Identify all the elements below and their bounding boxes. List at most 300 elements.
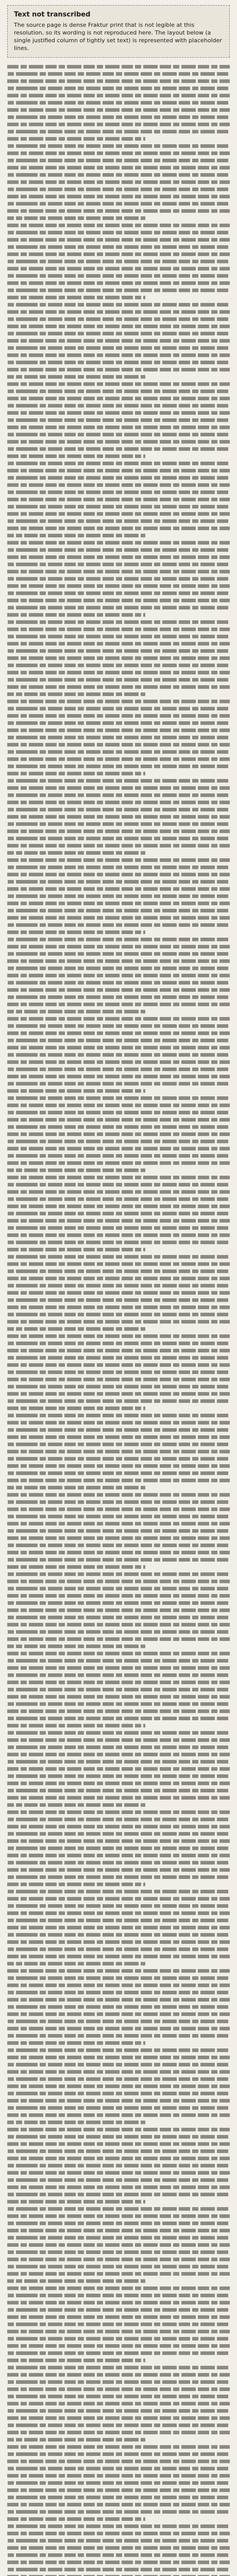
placeholder-text-line (7, 2496, 230, 2499)
placeholder-text-line (7, 1659, 230, 1663)
placeholder-text-line (7, 1111, 230, 1114)
placeholder-text-line (7, 981, 230, 985)
placeholder-text-line (7, 2185, 230, 2189)
placeholder-text-line (7, 411, 230, 415)
placeholder-text-line (7, 2149, 230, 2153)
placeholder-text-line (7, 527, 230, 530)
placeholder-text-line (7, 361, 230, 364)
placeholder-text-line (7, 1493, 230, 1497)
placeholder-text-line (7, 721, 230, 725)
placeholder-text-line (7, 1327, 145, 1331)
placeholder-text-line (7, 1298, 230, 1302)
placeholder-text-line (7, 123, 230, 126)
placeholder-text-line (7, 1976, 230, 1980)
placeholder-text-line (7, 166, 230, 170)
transcription-notice (7, 5, 230, 58)
placeholder-text-line (7, 144, 230, 148)
placeholder-text-line (7, 1580, 230, 1583)
placeholder-text-line (7, 274, 230, 278)
placeholder-text-line (7, 1435, 230, 1439)
placeholder-text-line (7, 635, 230, 638)
placeholder-text-line (7, 1522, 230, 1526)
placeholder-text-line (7, 952, 230, 956)
placeholder-text-line (7, 570, 230, 573)
placeholder-text-line (7, 1269, 230, 1273)
placeholder-text-line (7, 245, 230, 249)
placeholder-text-line (7, 1933, 230, 1937)
placeholder-text-line (7, 2402, 230, 2405)
placeholder-text-line (7, 844, 230, 848)
placeholder-text-line (7, 1428, 230, 1432)
placeholder-text-line (7, 707, 230, 710)
placeholder-text-line (7, 1846, 230, 1850)
placeholder-text-line (7, 692, 145, 696)
placeholder-text-line (7, 2207, 230, 2211)
placeholder-text-line (7, 2409, 230, 2413)
placeholder-text-line (7, 700, 230, 703)
placeholder-text-line (7, 72, 230, 76)
placeholder-text-line (7, 1212, 230, 1215)
placeholder-text-line (7, 678, 230, 682)
placeholder-text-line (7, 281, 230, 285)
placeholder-text-line (7, 1818, 230, 1821)
placeholder-text-line (7, 2359, 145, 2362)
placeholder-text-line (7, 1334, 230, 1338)
placeholder-text-line (7, 2286, 230, 2290)
placeholder-text-line (7, 1486, 145, 1489)
placeholder-text-line (7, 317, 230, 321)
placeholder-text-line (7, 1176, 230, 1179)
placeholder-text-line (7, 1760, 230, 1764)
placeholder-text-line (7, 296, 145, 299)
placeholder-text-line (7, 1911, 230, 1915)
placeholder-text-line (7, 1414, 230, 1417)
placeholder-text-line (7, 1378, 230, 1381)
placeholder-text-line (7, 736, 230, 739)
placeholder-text-line (7, 1031, 230, 1035)
placeholder-text-line (7, 873, 230, 876)
placeholder-text-line (7, 2041, 145, 2045)
placeholder-text-line (7, 1861, 230, 1865)
placeholder-text-line (7, 346, 230, 350)
placeholder-text-line (7, 1745, 230, 1749)
placeholder-text-line (7, 1637, 230, 1641)
placeholder-text-line (7, 938, 230, 941)
placeholder-text-line (7, 1443, 230, 1446)
placeholder-text-line (7, 743, 230, 747)
placeholder-text-line (7, 1118, 230, 1122)
placeholder-text-line (7, 1320, 230, 1324)
placeholder-text-line (7, 1803, 145, 1807)
placeholder-text-line (7, 2121, 145, 2124)
placeholder-text-line (7, 2135, 230, 2139)
placeholder-text-line (7, 2106, 230, 2110)
placeholder-text-line (7, 1104, 230, 1107)
placeholder-text-line (7, 974, 230, 977)
placeholder-text-line (7, 1717, 230, 1720)
placeholder-text-line (7, 772, 145, 775)
placeholder-text-line (7, 1529, 230, 1533)
placeholder-text-line (7, 115, 230, 119)
placeholder-text-line (7, 2157, 230, 2160)
placeholder-text-line (7, 1096, 230, 1100)
placeholder-text-line (7, 714, 230, 718)
notice-text: The source page is dense Fraktur print that is not legible at this resolution, so its wording is not reproduced here. The layout below (a single justified column of tightly set text) is represented with placeholder lines. (14, 22, 222, 52)
placeholder-text-line (7, 2315, 230, 2319)
placeholder-text-line (7, 2467, 230, 2470)
placeholder-text-line (7, 252, 230, 256)
placeholder-text-line (7, 995, 230, 999)
placeholder-text-line (7, 389, 230, 393)
placeholder-text-line (7, 238, 230, 242)
placeholder-text-line (7, 887, 230, 891)
placeholder-text-line (7, 656, 230, 660)
placeholder-text-line (7, 1406, 145, 1410)
placeholder-text-line (7, 1558, 230, 1562)
placeholder-text-line (7, 512, 230, 516)
placeholder-text-line (7, 375, 145, 379)
placeholder-text-line (7, 1003, 230, 1006)
placeholder-text-line (7, 1890, 230, 1893)
placeholder-text-line (7, 584, 230, 588)
placeholder-text-line (7, 801, 230, 804)
placeholder-text-line (7, 2243, 230, 2247)
placeholder-text-line (7, 728, 230, 732)
placeholder-text-line (7, 1226, 230, 1230)
placeholder-text-line (7, 1594, 230, 1598)
placeholder-text-line (7, 1197, 230, 1201)
placeholder-text-line (7, 505, 230, 509)
placeholder-text-line (7, 1738, 230, 1742)
placeholder-text-line (7, 1507, 230, 1511)
placeholder-text-line (7, 909, 230, 912)
placeholder-text-line (7, 180, 230, 184)
placeholder-text-line (7, 490, 230, 494)
placeholder-text-line (7, 837, 230, 840)
placeholder-text-line (7, 1731, 230, 1735)
placeholder-text-line (7, 1464, 230, 1468)
placeholder-text-line (7, 151, 230, 155)
placeholder-text-line (7, 1940, 230, 1944)
placeholder-text-line (7, 216, 145, 220)
placeholder-text-line (7, 1125, 230, 1129)
placeholder-text-line (7, 1010, 145, 1013)
placeholder-text-line (7, 1075, 230, 1078)
placeholder-text-line (7, 577, 230, 581)
placeholder-text-line (7, 1515, 230, 1518)
placeholder-text-line (7, 1969, 230, 1973)
placeholder-text-line (7, 1991, 230, 1994)
placeholder-text-line (7, 1039, 230, 1042)
placeholder-text-line (7, 1774, 230, 1778)
placeholder-text-line (7, 757, 230, 761)
placeholder-text-line (7, 2027, 230, 2030)
placeholder-text-line (7, 1154, 230, 1158)
placeholder-text-line (7, 1284, 230, 1287)
placeholder-text-line (7, 1645, 145, 1648)
placeholder-text-line (7, 1370, 230, 1374)
text-column (7, 65, 230, 2576)
placeholder-text-line (7, 1587, 230, 1590)
placeholder-text-line (7, 130, 230, 133)
placeholder-text-line (7, 1132, 230, 1136)
placeholder-text-line (7, 1219, 230, 1223)
placeholder-text-line (7, 1349, 230, 1352)
placeholder-text-line (7, 1306, 230, 1309)
placeholder-text-line (7, 1883, 145, 1886)
placeholder-text-line (7, 2070, 230, 2074)
placeholder-text-line (7, 1666, 230, 1670)
placeholder-text-line (7, 1356, 230, 1360)
placeholder-text-line (7, 808, 230, 811)
placeholder-text-line (7, 404, 230, 408)
placeholder-text-line (7, 1500, 230, 1504)
placeholder-text-line (7, 2272, 230, 2276)
placeholder-text-line (7, 2077, 230, 2081)
placeholder-text-line (7, 2308, 230, 2312)
placeholder-text-line (7, 916, 230, 920)
placeholder-text-line (7, 2474, 230, 2478)
placeholder-text-line (7, 2568, 230, 2571)
placeholder-text-line (7, 2084, 230, 2088)
placeholder-text-line (7, 2178, 230, 2182)
placeholder-text-line (7, 2171, 230, 2175)
placeholder-text-line (7, 2294, 230, 2297)
placeholder-text-line (7, 1248, 145, 1251)
placeholder-text-line (7, 2012, 230, 2016)
placeholder-text-line (7, 2142, 230, 2146)
placeholder-text-line (7, 2503, 230, 2506)
placeholder-text-line (7, 2532, 230, 2535)
placeholder-text-line (7, 1147, 230, 1150)
placeholder-text-line (7, 1810, 230, 1814)
placeholder-text-line (7, 1839, 230, 1843)
placeholder-text-line (7, 685, 230, 689)
placeholder-text-line (7, 1017, 230, 1021)
placeholder-text-line (7, 382, 230, 386)
placeholder-text-line (7, 1724, 145, 1727)
placeholder-text-line (7, 2452, 230, 2456)
placeholder-text-line (7, 108, 230, 112)
placeholder-text-line (7, 454, 145, 458)
placeholder-text-line (7, 2553, 230, 2557)
placeholder-text-line (7, 231, 230, 234)
placeholder-text-line (7, 786, 230, 790)
placeholder-text-line (7, 1277, 230, 1280)
placeholder-text-line (7, 137, 145, 141)
placeholder-text-line (7, 173, 230, 177)
placeholder-text-line (7, 1262, 230, 1266)
placeholder-text-line (7, 2279, 145, 2283)
placeholder-text-line (7, 664, 230, 667)
placeholder-text-line (7, 2164, 230, 2167)
placeholder-text-line (7, 1168, 145, 1172)
placeholder-text-line (7, 2128, 230, 2131)
placeholder-text-line (7, 2438, 145, 2442)
placeholder-text-line (7, 851, 145, 855)
placeholder-text-line (7, 2373, 230, 2377)
placeholder-text-line (7, 1572, 230, 1576)
placeholder-text-line (7, 2099, 230, 2103)
placeholder-text-line (7, 1782, 230, 1785)
placeholder-text-line (7, 2424, 230, 2427)
placeholder-text-line (7, 1140, 230, 1143)
placeholder-text-line (7, 2005, 230, 2009)
placeholder-text-line (7, 1825, 230, 1828)
placeholder-text-line (7, 1089, 145, 1093)
placeholder-text-line (7, 1544, 230, 1547)
placeholder-text-line (7, 2222, 230, 2225)
placeholder-text-line (7, 1608, 230, 1612)
placeholder-text-line (7, 310, 230, 314)
placeholder-text-line (7, 1681, 230, 1684)
placeholder-text-line (7, 418, 230, 422)
placeholder-text-line (7, 930, 145, 934)
placeholder-text-line (7, 2048, 230, 2052)
placeholder-text-line (7, 2380, 230, 2384)
placeholder-text-line (7, 1695, 230, 1699)
placeholder-text-line (7, 606, 230, 609)
placeholder-text-line (7, 2546, 230, 2550)
placeholder-text-line (7, 815, 230, 819)
placeholder-text-line (7, 2445, 230, 2449)
notice-title: Text not transcribed (14, 11, 91, 19)
placeholder-text-line (7, 1709, 230, 1713)
placeholder-text-line (7, 591, 230, 595)
placeholder-text-line (7, 2063, 230, 2066)
placeholder-text-line (7, 1082, 230, 1086)
placeholder-text-line (7, 1753, 230, 1756)
placeholder-text-line (7, 2387, 230, 2391)
placeholder-text-line (7, 2431, 230, 2434)
placeholder-text-line (7, 1688, 230, 1691)
placeholder-text-line (7, 620, 230, 624)
placeholder-text-line (7, 548, 230, 552)
placeholder-text-line (7, 613, 145, 617)
placeholder-text-line (7, 476, 230, 480)
placeholder-text-line (7, 945, 230, 948)
placeholder-text-line (7, 793, 230, 797)
placeholder-text-line (7, 541, 230, 545)
placeholder-text-line (7, 1385, 230, 1388)
placeholder-text-line (7, 2344, 230, 2348)
placeholder-text-line (7, 628, 230, 631)
placeholder-text-line (7, 2193, 230, 2196)
placeholder-text-line (7, 224, 230, 227)
placeholder-text-line (7, 829, 230, 833)
placeholder-text-line (7, 866, 230, 869)
placeholder-text-line (7, 1183, 230, 1187)
placeholder-text-line (7, 2250, 230, 2254)
placeholder-text-line (7, 2229, 230, 2232)
placeholder-text-line (7, 1854, 230, 1857)
placeholder-text-line (7, 2460, 230, 2463)
placeholder-text-line (7, 94, 230, 97)
placeholder-text-line (7, 1313, 230, 1316)
placeholder-text-line (7, 2034, 230, 2038)
placeholder-text-line (7, 894, 230, 898)
placeholder-text-line (7, 332, 230, 335)
placeholder-text-line (7, 779, 230, 783)
placeholder-text-line (7, 555, 230, 559)
placeholder-text-line (7, 2301, 230, 2304)
placeholder-text-line (7, 2337, 230, 2341)
placeholder-text-line (7, 1955, 230, 1958)
placeholder-text-line (7, 1399, 230, 1403)
placeholder-text-line (7, 1796, 230, 1800)
placeholder-text-line (7, 1630, 230, 1634)
placeholder-text-line (7, 1450, 230, 1453)
placeholder-text-line (7, 902, 230, 905)
placeholder-text-line (7, 2092, 230, 2095)
placeholder-text-line (7, 1868, 230, 1872)
placeholder-text-line (7, 1479, 230, 1482)
placeholder-text-line (7, 2481, 230, 2485)
placeholder-text-line (7, 483, 230, 487)
placeholder-text-line (7, 1565, 145, 1569)
placeholder-text-line (7, 959, 230, 963)
placeholder-text-line (7, 1363, 230, 1367)
placeholder-text-line (7, 2236, 230, 2240)
placeholder-text-line (7, 649, 230, 653)
placeholder-text-line (7, 101, 230, 105)
placeholder-text-line (7, 750, 230, 754)
placeholder-text-line (7, 1947, 230, 1951)
placeholder-text-line (7, 2330, 230, 2333)
placeholder-text-line (7, 2214, 230, 2218)
placeholder-text-line (7, 2200, 145, 2204)
placeholder-text-line (7, 195, 230, 198)
placeholder-text-line (7, 1601, 230, 1605)
placeholder-text-line (7, 1024, 230, 1028)
placeholder-text-line (7, 1984, 230, 1987)
placeholder-text-line (7, 2056, 230, 2059)
placeholder-text-line (7, 1673, 230, 1677)
placeholder-text-line (7, 2366, 230, 2369)
placeholder-text-line (7, 2524, 230, 2528)
placeholder-text-line (7, 339, 230, 343)
placeholder-text-line (7, 519, 230, 523)
placeholder-text-line (7, 1205, 230, 1208)
placeholder-text-line (7, 2265, 230, 2268)
placeholder-text-line (7, 1623, 230, 1626)
placeholder-text-line (7, 2488, 230, 2492)
placeholder-text-line (7, 1551, 230, 1554)
placeholder-text-line (7, 923, 230, 927)
placeholder-text-line (7, 1457, 230, 1461)
placeholder-text-line (7, 1926, 230, 1929)
placeholder-text-line (7, 765, 230, 768)
placeholder-text-line (7, 65, 230, 69)
placeholder-text-line (7, 2539, 230, 2543)
placeholder-text-line (7, 469, 230, 472)
placeholder-text-line (7, 1255, 230, 1259)
placeholder-text-line (7, 2395, 230, 2398)
placeholder-text-line (7, 267, 230, 270)
placeholder-text-line (7, 1702, 230, 1706)
placeholder-text-line (7, 988, 230, 992)
placeholder-text-line (7, 1897, 230, 1901)
placeholder-text-line (7, 1421, 230, 1425)
placeholder-text-line (7, 563, 230, 566)
placeholder-text-line (7, 368, 230, 371)
placeholder-text-line (7, 2258, 230, 2261)
placeholder-text-line (7, 1291, 230, 1295)
placeholder-text-line (7, 1962, 145, 1965)
placeholder-text-line (7, 1652, 230, 1655)
placeholder-text-line (7, 2351, 230, 2355)
placeholder-text-line (7, 462, 230, 465)
